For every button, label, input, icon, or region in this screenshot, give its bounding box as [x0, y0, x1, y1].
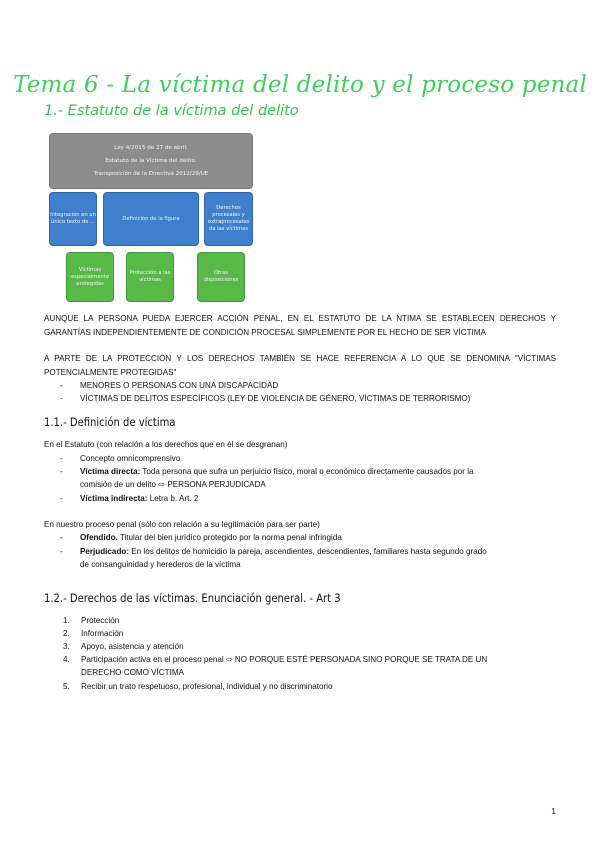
diagram-blue-label: Integración en un único texto de ...: [50, 212, 96, 225]
paragraph-victimas-protegidas: A PARTE DE LA PROTECCIÓN Y LOS DERECHOS TAMBIÉN SE HACE REFERENCIA A LO QUE SE DENOMINA "VÍCTIMAS POTENCIALMENTE PROTEGIDAS": [44, 354, 556, 377]
document-title: Tema 6 - La víctima del delito y el proceso penal: [12, 72, 588, 98]
item-text: Protección: [81, 616, 120, 625]
section-1-2-heading: 1.2.- Derechos de las víctimas. Enunciación general. - Art 3: [44, 593, 341, 606]
item-text: Participación activa en el proceso penal ⇨ NO PORQUE ESTÉ PERSONADA SINO PORQUE SE TRATA DE UN: [81, 655, 488, 664]
estatuto-diagram: [44, 130, 258, 308]
term-text: Letra b. Art. 2: [147, 494, 199, 503]
diagram-green-label: Protección a las víctimas: [129, 270, 171, 283]
term-label: Víctima indirecta:: [80, 494, 148, 503]
list-item-text: [80, 465, 556, 479]
item-number: 5.: [63, 682, 70, 691]
item-number: 4.: [63, 655, 70, 664]
diagram-top-line: Estatuto de la Víctima del delito.: [105, 157, 197, 164]
estatuto-intro: En el Estatuto (con relación a los derechos que en él se desgranan): [44, 440, 288, 449]
item-number: 2.: [63, 629, 70, 638]
diagram-green-box: [66, 252, 114, 302]
diagram-blue-box: [49, 192, 97, 246]
list-item-text: Concepto omnicomprensivo: [80, 454, 181, 463]
list-item-text: [80, 545, 556, 559]
item-text: DERECHO COMO VÍCTIMA: [81, 668, 184, 677]
item-text: Recibir un trato respetuoso, profesional, individual y no discriminatorio: [81, 682, 333, 691]
item-number: 1.: [63, 616, 70, 625]
item-text: Apoyo, asistencia y atención: [81, 642, 184, 651]
diagram-top-box: [49, 133, 253, 189]
diagram-green-label: Otras disposiciones: [203, 270, 239, 283]
diagram-blue-box: [103, 192, 199, 246]
item-number: 3.: [63, 642, 70, 651]
list-item-text: de consanguinidad y herederos de la víctima: [80, 560, 241, 569]
paragraph-accion-penal: AUNQUE LA PERSONA PUEDA EJERCER ACCIÓN PENAL, EN EL ESTATUTO DE LA NTIMA SE ESTABLECEN DERECHOS Y GARANTÍAS INDEPENDIENTEMENTE DE CONDICIÓN PROCESAL SIMPLEMENTE POR EL HECHO DE SER VÍCTIMA: [44, 314, 556, 337]
term-label: Víctima directa:: [80, 467, 141, 476]
diagram-blue-label: Definición de la figura: [122, 215, 180, 222]
list-item-text: [80, 492, 556, 506]
list-item-text: comisión de un delito ⇨ PERSONA PERJUDICADA: [80, 480, 266, 489]
document-page: Tema 6 - La víctima del delito y el proceso penal 1.- Estatuto de la víctima del delito Ley 4/2015 de 27 de abril. Estatuto de la Víctima del delito. Transposición de la Directiva 2012/29/UE Integración en un único texto de ... Definición de la figura Derechos procesales y extraprocesales de las víctimas Víctimas especialmente protegidas Protección a las víctimas Otras disposiciones AUNQUE LA PERSONA PUEDA EJERCER ACCIÓN PENAL, EN EL ESTATUTO DE LA NTIMA SE ESTABLECEN DERECHOS Y GARANTÍAS INDEPENDIENTEMENTE DE CONDICIÓN PROCESAL SIMPLEMENTE POR EL HECHO DE SER VÍCTIMA A PARTE DE LA PROTECCIÓN Y LOS DERECHOS TAMBIÉN SE HACE REFERENCIA A LO QUE SE DENOMINA "VÍCTIMAS POTENCIALMENTE PROTEGIDAS" - MENORES O PERSONAS CON UNA DISCAPACIDAD - VÍCTIMAS DE DELITOS ESPECÍFICOS (LEY DE VIOLENCIA DE GÉNERO, VÍCTIMAS DE TERRORISMO) 1.1.- Definición de víctima En el Estatuto (con relación a los derechos que en él se desgranan) - Concepto omnicomprensivo - Víctima directa: Toda persona que sufra un perjuicio físico, moral o económico directamente causados por la comisión de un delito ⇨ PERSONA PERJUDICADA - Víctima indirecta: Letra b. Art. 2 En nuestro proceso penal (sólo con relación a su legitimación para ser parte) - Ofendido. Titular del bien jurídico protegido por la norma penal infringida - Perjudicado: En los delitos de homicidio la pareja, ascendientes, descendientes, familiares hasta segundo grado de consanguinidad y herederos de la víctima 1.2.- Derechos de las víctimas. Enunciación general. - Art 3 1. Protección 2. Información 3. Apoyo, asistencia y atención 4. Participación activa en el proceso penal ⇨ NO PORQUE ESTÉ PERSONADA SINO PORQUE SE TRATA DE UN DERECHO COMO VÍCTIMA 5. Recibir un trato respetuoso, profesional, individual y no discriminatorio 1: [0, 0, 600, 848]
diagram-top-line: Transposición de la Directiva 2012/29/UE: [93, 170, 209, 177]
diagram-green-box: [126, 252, 174, 302]
diagram-blue-box: [204, 192, 253, 246]
list-item-text: VÍCTIMAS DE DELITOS ESPECÍFICOS (LEY DE VIOLENCIA DE GÉNERO, VÍCTIMAS DE TERRORISMO): [80, 394, 471, 403]
diagram-top-line: Ley 4/2015 de 27 de abril.: [114, 144, 188, 151]
term-label: Ofendido.: [80, 533, 118, 542]
item-text: Información: [81, 629, 124, 638]
list-item-text: MENORES O PERSONAS CON UNA DISCAPACIDAD: [80, 381, 279, 390]
section-1-heading: 1.- Estatuto de la víctima del delito: [44, 103, 299, 119]
list-item-text: [80, 531, 556, 545]
section-1-1-heading: 1.1.- Definición de víctima: [44, 417, 176, 430]
proceso-intro: En nuestro proceso penal (sólo con relación a su legitimación para ser parte): [44, 520, 320, 529]
term-text: Titular del bien jurídico protegido por la norma penal infringida: [117, 533, 342, 542]
diagram-green-box: [197, 252, 245, 302]
diagram-blue-label: Derechos procesales y extraprocesales de las víctimas: [207, 205, 250, 232]
term-label: Perjudicado:: [80, 547, 130, 556]
term-text: En los delitos de homicidio la pareja, ascendientes, descendientes, familiares hasta segundo grado: [129, 547, 487, 556]
term-text: Toda persona que sufra un perjuicio físico, moral o económico directamente causados por la: [140, 467, 474, 476]
page-number: 1: [551, 806, 556, 816]
diagram-green-label: Víctimas especialmente protegidas: [70, 266, 110, 287]
